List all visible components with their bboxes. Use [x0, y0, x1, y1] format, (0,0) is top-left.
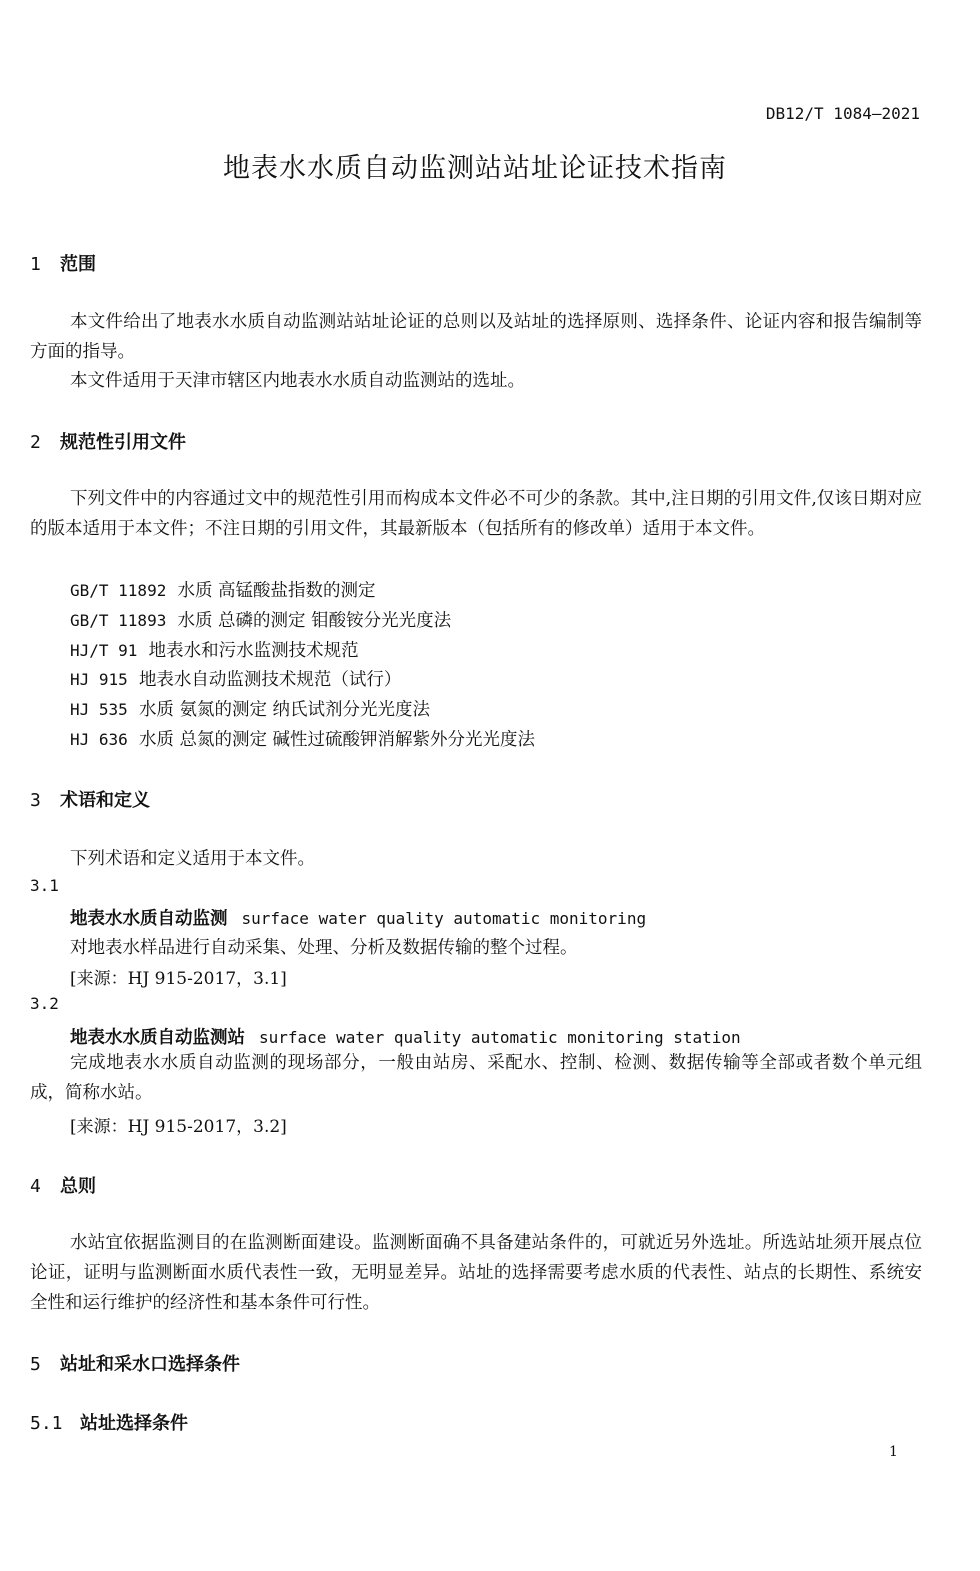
- section-number: 3: [30, 790, 41, 811]
- normative-reference: [70, 637, 359, 662]
- section-2-intro: 下列文件中的内容通过文中的规范性引用而构成本文件必不可少的条款。其中,注日期的引用文件,仅该日期对应的版本适用于本文件；不注日期的引用文件，其最新版本（包括所有的修改单）适用于本文件。: [30, 489, 922, 539]
- section-4-paragraph: 水站宜依据监测目的在监测断面建设。监测断面确不具备建站条件的，可就近另外选址。所选站址须开展点位论证，证明与监测断面水质代表性一致，无明显差异。站址的选择需要考虑水质的代表性、站点的长期性、系统安全性和运行维护的经济性和基本条件可行性。: [30, 1233, 922, 1313]
- reference-title: 水质 总氮的测定 碱性过硫酸钾消解紫外分光光度法: [138, 730, 536, 750]
- section-title: 规范性引用文件: [60, 432, 186, 453]
- term-english: surface water quality automatic monitoring station: [259, 1028, 741, 1047]
- section-number: 4: [30, 1176, 41, 1197]
- term-definition: 完成地表水水质自动监测的现场部分，一般由站房、采配水、控制、检测、数据传输等全部或者数个单元组成，简称水站。: [30, 1053, 922, 1103]
- subsection-title: 站址选择条件: [80, 1413, 188, 1434]
- section-title: 术语和定义: [60, 790, 150, 811]
- section-1-paragraph-1: 本文件给出了地表水水质自动监测站站址论证的总则以及站址的选择原则、选择条件、论证内容和报告编制等方面的指导。: [30, 312, 922, 362]
- reference-title: 水质 氨氮的测定 纳氏试剂分光光度法: [138, 700, 431, 720]
- term-source: [来源：HJ 915-2017，3.1]: [70, 969, 287, 989]
- reference-code: HJ 915: [70, 670, 128, 689]
- section-5-heading: [30, 1350, 240, 1376]
- term-chinese: 地表水水质自动监测: [70, 909, 228, 929]
- reference-code: GB/T 11892: [70, 581, 167, 600]
- reference-title: 水质 总磷的测定 钼酸铵分光光度法: [177, 611, 452, 631]
- term-definition: 对地表水样品进行自动采集、处理、分析及数据传输的整个过程。: [70, 938, 578, 958]
- normative-reference: [70, 607, 451, 632]
- standard-number: DB12/T 1084—2021: [765, 104, 920, 123]
- page-number: 1: [889, 1444, 898, 1460]
- term-source: [来源：HJ 915-2017，3.2]: [70, 1117, 287, 1137]
- section-number: 5: [30, 1354, 41, 1375]
- section-3-heading: [30, 786, 150, 812]
- section-1-paragraph-2: 本文件适用于天津市辖区内地表水水质自动监测站的选址。: [70, 371, 525, 391]
- section-title: 总则: [60, 1176, 96, 1197]
- section-2-heading: [30, 428, 186, 454]
- term-chinese: 地表水水质自动监测站: [70, 1028, 245, 1048]
- document-title: 地表水水质自动监测站站址论证技术指南: [223, 153, 727, 184]
- reference-code: HJ/T 91: [70, 641, 138, 660]
- reference-code: GB/T 11893: [70, 611, 167, 630]
- section-number: 2: [30, 432, 41, 453]
- section-title: 站址和采水口选择条件: [60, 1354, 240, 1375]
- term-number: 3.1: [30, 876, 59, 895]
- normative-reference: [70, 726, 535, 751]
- normative-reference: [70, 577, 376, 602]
- term-entry: [70, 905, 646, 930]
- section-number: 1: [30, 254, 41, 275]
- normative-reference: [70, 696, 430, 721]
- reference-title: 水质 高锰酸盐指数的测定: [177, 581, 376, 601]
- normative-reference: [70, 666, 401, 691]
- reference-code: HJ 535: [70, 700, 128, 719]
- reference-code: HJ 636: [70, 730, 128, 749]
- term-number: 3.2: [30, 994, 59, 1013]
- reference-title: 地表水自动监测技术规范（试行）: [138, 670, 402, 690]
- term-english: surface water quality automatic monitoring: [241, 909, 647, 928]
- section-5-1-heading: [30, 1409, 188, 1435]
- term-entry: [70, 1024, 741, 1049]
- section-4-heading: [30, 1172, 96, 1198]
- section-3-intro: 下列术语和定义适用于本文件。: [70, 849, 315, 869]
- section-1-heading: [30, 250, 96, 276]
- subsection-number: 5.1: [30, 1413, 63, 1434]
- section-title: 范围: [60, 254, 96, 275]
- reference-title: 地表水和污水监测技术规范: [148, 641, 359, 661]
